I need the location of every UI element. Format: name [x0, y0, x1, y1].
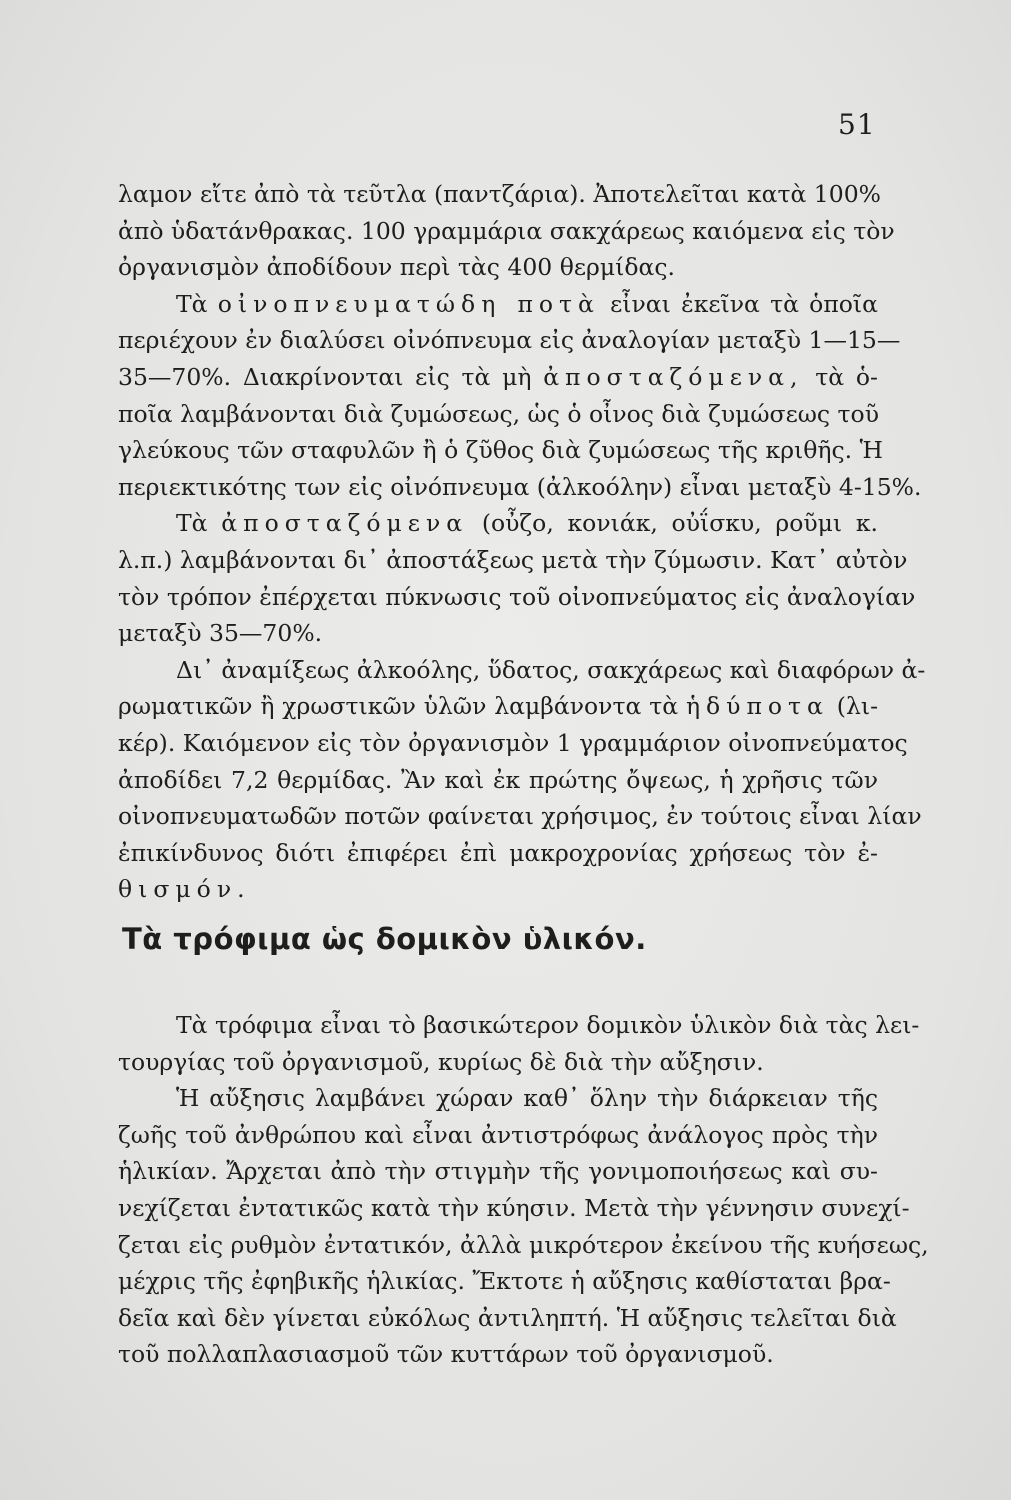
emphasized-term: θισμόν. [118, 875, 251, 904]
text-line: ἀποδίδει 7,2 θερμίδας. Ἂν καὶ ἐκ πρώτης ὄψεως, ἡ χρῆσις τῶν [118, 765, 878, 794]
text-line: ἀπὸ ὑδατάνθρακας. 100 γραμμάρια σακχάρεως καιόμενα εἰς τὸν [118, 216, 895, 245]
text-line: νεχίζεται ἐντατικῶς κατὰ τὴν κύησιν. Μετὰ τὴν γέννησιν συνεχί- [118, 1193, 910, 1222]
text-line: ρωματικῶν ἢ χρωστικῶν ὑλῶν λαμβάνοντα τὰ ἡδύποτα (λι- [118, 692, 879, 721]
page-number: 51 [838, 108, 876, 141]
text-line: ποῖα λαμβάνονται διὰ ζυμώσεως, ὡς ὁ οἶνος διὰ ζυμώσεως τοῦ [118, 399, 879, 428]
text-line: κέρ). Καιόμενον εἰς τὸν ὀργανισμὸν 1 γραμμάριον οἰνοπνεύματος [118, 728, 908, 757]
text-line: λ.π.) λαμβάνονται δι᾽ ἀποστάξεως μετὰ τὴν ζύμωσιν. Κατ᾽ αὐτὸν [118, 545, 908, 574]
section-alcoholic-drinks [118, 176, 926, 908]
text-line: λαμον εἴτε ἀπὸ τὰ τεῦτλα (παντζάρια). Ἀποτελεῖται κατὰ 100% [118, 180, 881, 208]
text-line: δεῖα καὶ δὲν γίνεται εὐκόλως ἀντιληπτή. Ἡ αὔξησις τελεῖται διὰ [118, 1303, 897, 1332]
text-line: περιέχουν ἐν διαλύσει οἰνόπνευμα εἰς ἀναλογίαν μεταξὺ 1—15— [118, 326, 901, 355]
text-line: γλεύκους τῶν σταφυλῶν ἢ ὁ ζῦθος διὰ ζυμώσεως τῆς κριθῆς. Ἡ [118, 436, 883, 465]
emphasized-term: ἀποσταζόμενα [221, 509, 469, 538]
paragraph-start: Δι᾽ ἀναμίξεως ἀλκοόλης, ὕδατος, σακχάρεως καὶ διαφόρων ἀ- [176, 655, 926, 684]
emphasized-term: ἀποσταζόμενα, [543, 362, 804, 391]
text-line: ὀργανισμὸν ἀποδίδουν περὶ τὰς 400 θερμίδας. [118, 253, 675, 282]
text-line: τὸν τρόπον ἐπέρχεται πύκνωσις τοῦ οἰνοπνεύματος εἰς ἀναλογίαν [118, 582, 916, 611]
text-line: περιεκτικότης των εἰς οἰνόπνευμα (ἀλκοόλην) εἶναι μεταξὺ 4-15%. [118, 472, 922, 501]
text-line: ἡλικίαν. Ἄρχεται ἀπὸ τὴν στιγμὴν τῆς γονιμοποιήσεως καὶ συ- [118, 1157, 878, 1186]
text-line: τουργίας τοῦ ὀργανισμοῦ, κυρίως δὲ διὰ τὴν αὔξησιν. [118, 1047, 764, 1076]
text-line: ζεται εἰς ρυθμὸν ἐντατικόν, ἀλλὰ μικρότερον ἐκείνου τῆς κυήσεως, [118, 1230, 929, 1259]
paragraph-start: Τὰ οἰνοπνευματώδη ποτὰ εἶναι ἐκεῖνα τὰ ὁποῖα [176, 289, 878, 318]
emphasized-term: οἰνοπνευματώδη ποτὰ [217, 289, 600, 318]
text-line: ζωῆς τοῦ ἀνθρώπου καὶ εἶναι ἀντιστρόφως ἀνάλογος πρὸς τὴν [118, 1120, 878, 1149]
emphasized-term: ἡδύποτα [685, 692, 829, 721]
text-line: μέχρις τῆς ἐφηβικῆς ἡλικίας. Ἔκτοτε ἡ αὔξησις καθίσταται βρα- [118, 1267, 891, 1296]
text-line: 35—70%. Διακρίνονται εἰς τὰ μὴ ἀποσταζόμενα, τὰ ὁ- [118, 362, 878, 391]
text-line: οἰνοπνευματωδῶν ποτῶν φαίνεται χρήσιμος, ἐν τούτοις εἶναι λίαν [118, 802, 922, 831]
paragraph-start: Τὰ ἀποσταζόμενα (οὖζο, κονιάκ, οὐΐσκυ, ροῦμι κ. [176, 509, 878, 538]
text-line: μεταξὺ 35—70%. [118, 619, 323, 648]
text-line: ἐπικίνδυνος διότι ἐπιφέρει ἐπὶ μακροχρονίας χρήσεως τὸν ἐ- [118, 838, 878, 867]
section-food-building-material [118, 1007, 929, 1373]
section-heading: Τὰ τρόφιμα ὡς δομικὸν ὑλικόν. [122, 922, 647, 956]
paragraph-start: Ἡ αὔξησις λαμβάνει χώραν καθ᾽ ὅλην τὴν διάρκειαν τῆς [176, 1084, 878, 1113]
text-line: τοῦ πολλαπλασιασμοῦ τῶν κυττάρων τοῦ ὀργανισμοῦ. [118, 1340, 774, 1369]
paragraph-start: Τὰ τρόφιμα εἶναι τὸ βασικώτερον δομικὸν ὑλικὸν διὰ τὰς λει- [176, 1011, 920, 1039]
